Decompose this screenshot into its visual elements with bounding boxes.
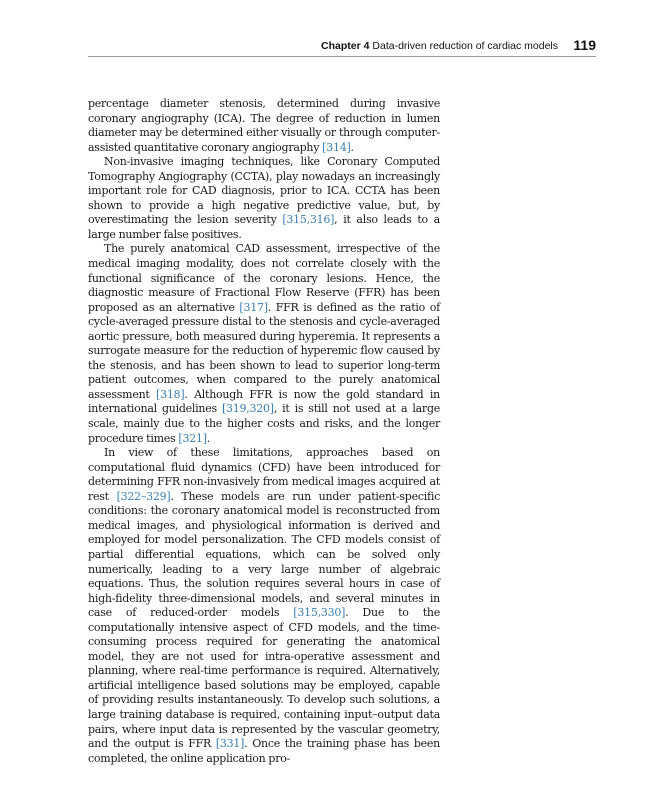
citation-link[interactable]: [315,316] [282,213,335,227]
citation-link[interactable]: [322–329] [116,489,171,503]
paragraph-text: In view of these limitations, approaches based on computational fluid dynamics (CFD) have been introduced for determining FFR non-invasively from medical images acquired at rest [88,446,440,503]
paragraph-text: percentage diameter stenosis, determined during invasive coronary angiography (ICA). The degree of reduction in lumen diameter may be determined either visually or through computer-assisted quantitative coronary angiography [88,97,440,154]
citation-link[interactable]: [315,330] [293,606,346,620]
citation-link[interactable]: [319,320] [221,402,274,416]
paragraph-text: . These models are run under patient-specific conditions: the coronary anatomical model is reconstructed from medical images, and physiological information is derived and employed for model personalization. The CFD models consist of partial differential equations, which can be solved only numerically, leading to a very large number of algebraic equations. Thus, the solution requires several hours in case of high-fidelity three-dimensional models, and several minutes in case of reduced-order models [88,489,441,620]
citation-link[interactable]: [317] [239,300,268,314]
paragraph-text: The purely anatomical CAD assessment, irrespective of the medical imaging modality, does not correlate closely with the functional significance of the coronary lesions. Hence, the diagnostic measure of Fractional Flow Reserve (FFR) has been proposed as an alternative [88,242,440,314]
paragraph-text: . [206,431,210,445]
paragraph [88,97,440,155]
paragraph-text: . Although FFR is now the gold standard in international guidelines [88,387,440,416]
chapter-label: Chapter 4 [321,40,370,52]
citation-link[interactable]: [318] [156,387,185,401]
citation-link[interactable]: [331] [215,737,245,751]
page-number: 119 [573,37,596,53]
paragraph-text: . Once the training phase has been completed, the online application pro- [88,737,440,765]
header-divider [88,56,596,57]
citation-link[interactable]: [314] [322,140,351,154]
paragraph [88,446,440,766]
paragraph-text: . Due to the computationally intensive aspect of CFD models, and the time-consuming process required for generating the anatomical model, they are not used for intra-operative assessment and planning, where real-time performance is required. Alternatively, artificial intelligence based solutions may be employed, capable of providing results instantaneously. To develop such solutions, a large training database is required, containing input–output data pairs, where input data is represented by the vascular geometry, and the output is FFR [88,606,440,751]
paragraph-text: . FFR is defined as the ratio of cycle-averaged pressure distal to the stenosis and cycle-averaged aortic pressure, both measured during hyperemia. It represents a surrogate measure for the reduction of hyperemic flow caused by the stenosis, and has been shown to lead to superior long-term patient outcomes, when compared to the purely anatomical assessment [88,300,440,401]
paragraph [88,155,440,242]
body-text [88,97,440,766]
chapter-heading [321,40,558,52]
paragraph [88,242,440,446]
paragraph-text: , it is still not used at a large scale, mainly due to the higher costs and risks, and the longer procedure times [88,402,440,445]
paragraph-text: Non-invasive imaging techniques, like Coronary Computed Tomography Angiography (CCTA), play nowadays an increasingly important role for CAD diagnosis, prior to ICA. CCTA has been shown to provide a high negative predictive value, but, by overestimating the lesion severity [88,155,440,227]
paragraph-text: , it also leads to a large number false positives. [88,213,440,241]
chapter-title: Data-driven reduction of cardiac models [372,40,558,52]
citation-link[interactable]: [321] [178,431,207,445]
paragraph-text: . [350,140,354,154]
